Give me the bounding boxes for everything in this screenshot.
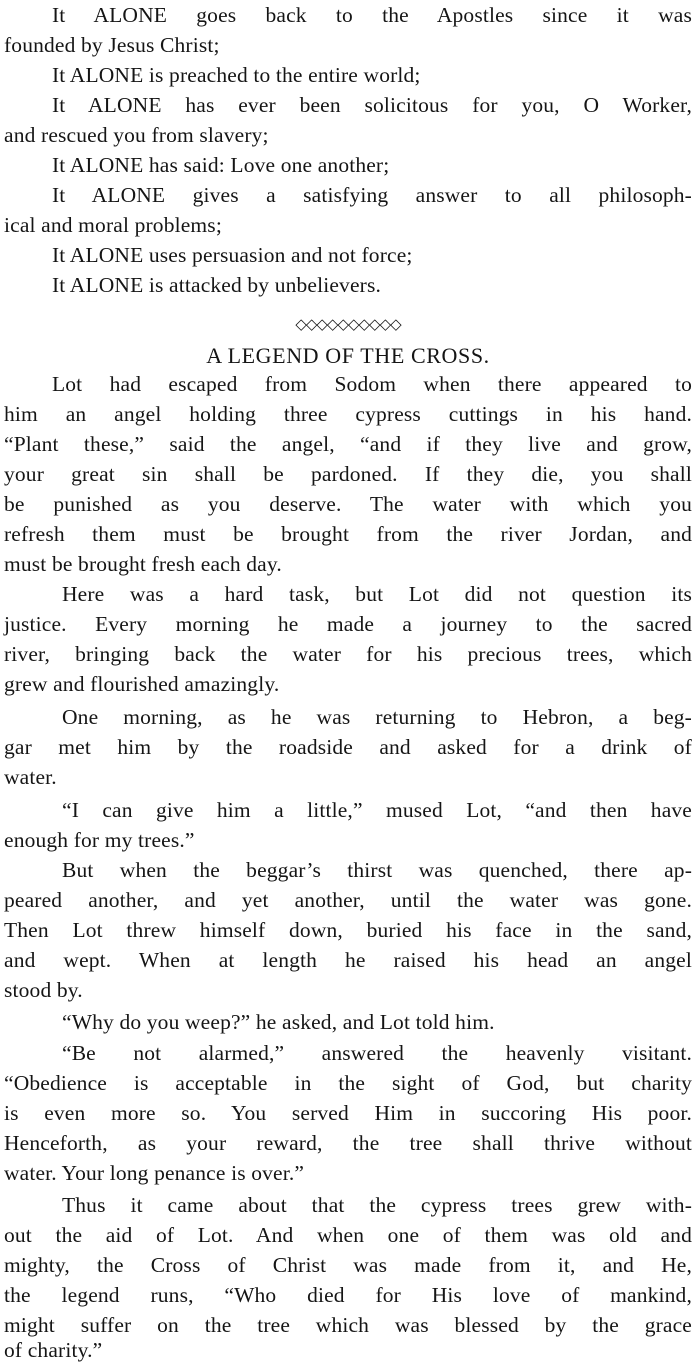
story-line: enough for my trees.” <box>4 828 195 852</box>
litany-line: It ALONE gives a satisfying answer to all philosoph- <box>52 183 692 207</box>
story-line: But when the beggar’s thirst was quenched, there ap- <box>62 858 692 882</box>
story-line: refresh them must be brought from the river Jordan, and <box>4 522 692 546</box>
litany-line: founded by Jesus Christ; <box>4 33 220 57</box>
litany-line: It ALONE has said: Love one another; <box>52 153 390 177</box>
story-line: “Why do you weep?” he asked, and Lot told him. <box>62 1010 495 1034</box>
story-line: Lot had escaped from Sodom when there appeared to <box>52 372 692 396</box>
story-line: grew and flourished amazingly. <box>4 672 280 696</box>
story-line: justice. Every morning he made a journey to the sacred <box>4 612 692 636</box>
story-line: Then Lot threw himself down, buried his face in the sand, <box>4 918 692 942</box>
story-line: and wept. When at length he raised his head an angel <box>4 948 692 972</box>
litany-line: It ALONE is preached to the entire world; <box>52 63 421 87</box>
litany-line: and rescued you from slavery; <box>4 123 269 147</box>
story-line: might suffer on the tree which was blessed by the grace <box>4 1313 692 1337</box>
story-line: “Plant these,” said the angel, “and if they live and grow, <box>4 432 692 456</box>
story-line: gar met him by the roadside and asked for a drink of <box>4 735 692 759</box>
story-line: your great sin shall be pardoned. If they die, you shall <box>4 462 692 486</box>
story-line: the legend runs, “Who died for His love of mankind, <box>4 1283 692 1307</box>
story-line: “Be not alarmed,” answered the heavenly visitant. <box>62 1041 692 1065</box>
litany-line: It ALONE is attacked by unbelievers. <box>52 273 382 297</box>
story-line: of charity.” <box>4 1338 103 1362</box>
story-line: water. Your long penance is over.” <box>4 1161 305 1185</box>
story-line: Here was a hard task, but Lot did not question its <box>62 582 692 606</box>
story-line: One morning, as he was returning to Hebron, a beg- <box>62 705 692 729</box>
story-line: stood by. <box>4 978 83 1002</box>
story-line: be punished as you deserve. The water with which you <box>4 492 692 516</box>
story-line: must be brought fresh each day. <box>4 552 282 576</box>
story-line: Henceforth, as your reward, the tree shall thrive without <box>4 1131 692 1155</box>
story-line: Thus it came about that the cypress trees grew with- <box>62 1193 692 1217</box>
ornamental-divider: ◇◇◇◇◇◇◇◇◇◇ <box>295 315 401 333</box>
story-line: river, bringing back the water for his precious trees, which <box>4 642 692 666</box>
story-line: “I can give him a little,” mused Lot, “and then have <box>62 798 692 822</box>
story-line: water. <box>4 765 57 789</box>
story-line: “Obedience is acceptable in the sight of God, but charity <box>4 1071 692 1095</box>
litany-line: It ALONE uses persuasion and not force; <box>52 243 413 267</box>
story-line: out the aid of Lot. And when one of them was old and <box>4 1223 692 1247</box>
story-line: mighty, the Cross of Christ was made from it, and He, <box>4 1253 692 1277</box>
litany-line: ical and moral problems; <box>4 213 222 237</box>
litany-line: It ALONE goes back to the Apostles since it was <box>52 3 692 27</box>
story-heading: A LEGEND OF THE CROSS. <box>206 343 490 368</box>
story-line: is even more so. You served Him in succoring His poor. <box>4 1101 692 1125</box>
litany-line: It ALONE has ever been solicitous for you, O Worker, <box>52 93 692 117</box>
story-line: peared another, and yet another, until the water was gone. <box>4 888 692 912</box>
story-line: him an angel holding three cypress cuttings in his hand. <box>4 402 692 426</box>
